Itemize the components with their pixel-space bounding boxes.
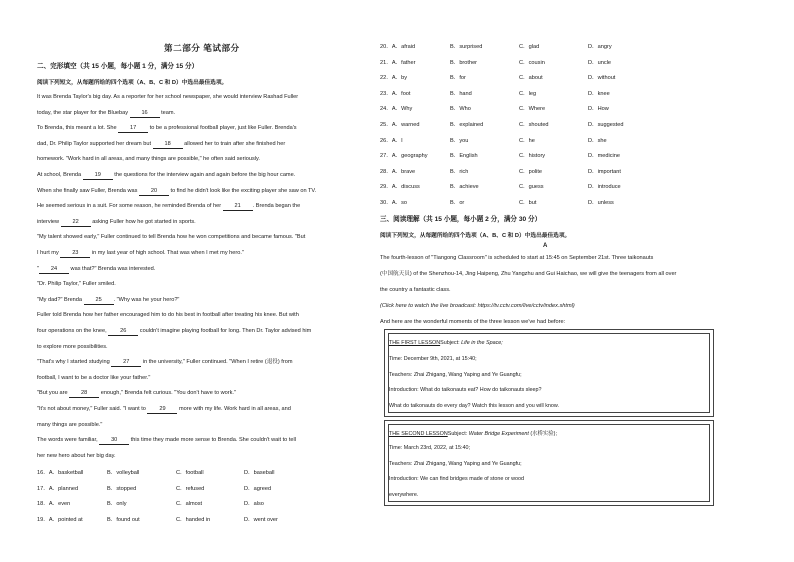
option-choice[interactable]: B．achieve xyxy=(450,184,479,191)
first-lesson-teachers: Teachers: Zhai Zhigang, Wang Yaping and Ye Guangfu; xyxy=(389,372,522,378)
option-choice[interactable]: 30．A．so xyxy=(380,200,408,206)
option-choice[interactable]: C．Where xyxy=(519,106,546,113)
blank-29: 29 xyxy=(147,406,177,414)
option-choice[interactable]: D．How xyxy=(588,106,609,113)
second-lesson-teachers: Teachers: Zhai Zhigang, Wang Yaping and Ye Guangfu; xyxy=(389,461,522,467)
blank-27: 27 xyxy=(111,359,141,367)
option-choice[interactable]: B．only xyxy=(107,501,127,508)
option-choice[interactable]: 22．A．by xyxy=(380,75,408,82)
broadcast-link[interactable]: (Click here to watch the live broadcast: https://tv.cctv.com/live/cctv/index.shtml) xyxy=(380,303,575,309)
blank-23: 23 xyxy=(60,250,90,258)
second-lesson-box: THE SECOND LESSONSubject: Water Bridge Experiment (水桥实验); Time: March 23rd, 2022, at 15:40; Teachers: Zhai Zhigang, Wang Yaping and Ye Guangfu; Introduction: We can find bridges made of stone or wood everywhere. xyxy=(384,420,714,506)
passage-line: football, I want to be a doctor like your father." xyxy=(37,374,151,381)
option-choice[interactable]: C．cousin xyxy=(519,59,545,66)
option-choice[interactable]: D．medicine xyxy=(588,153,621,160)
option-choice[interactable]: B．you xyxy=(450,137,469,144)
blank-28: 28 xyxy=(69,390,99,398)
blank-21: 21 xyxy=(223,203,253,211)
option-choice[interactable]: B．explained xyxy=(450,122,484,128)
option-row xyxy=(380,136,710,144)
option-choice[interactable]: C．history xyxy=(519,153,546,160)
option-choice[interactable]: C．polite xyxy=(519,168,543,175)
option-choice[interactable]: 27．A．geography xyxy=(380,153,428,160)
passage-line: When she finally saw Fuller, Brenda was 20 to find he didn't look like the exciting player she saw on TV. xyxy=(37,187,317,194)
part-title: 第二部分 笔试部分 xyxy=(164,43,240,53)
option-choice[interactable]: B．surprised xyxy=(450,44,483,50)
passage-line: " 24 was that?" Brenda was interested. xyxy=(37,265,156,272)
option-choice[interactable]: C．guess xyxy=(519,184,544,191)
option-choice[interactable]: B．volleyball xyxy=(107,470,140,476)
option-choice[interactable]: 21．A．father xyxy=(380,59,416,66)
option-choice[interactable]: B．brother xyxy=(450,59,478,66)
option-row xyxy=(380,89,710,97)
passage-line: The words were familiar, 30 this time they made more sense to Brenda. She couldn't wait to tell xyxy=(37,437,296,444)
option-choice[interactable]: 20．A．afraid xyxy=(380,44,416,50)
option-choice[interactable]: D．angry xyxy=(588,44,612,50)
option-row xyxy=(37,484,367,492)
blank-25: 25 xyxy=(84,297,114,305)
passage-line: homework. "Work hard in all areas, and many things are possible," he often said seriously. xyxy=(37,156,260,163)
option-row xyxy=(380,58,710,66)
option-choice[interactable]: D．without xyxy=(588,75,616,82)
option-choice[interactable]: C．shouted xyxy=(519,122,549,128)
option-row xyxy=(37,468,367,476)
option-choice[interactable]: C．leg xyxy=(519,90,537,97)
option-row xyxy=(37,515,367,523)
option-choice[interactable]: C．football xyxy=(176,470,204,476)
option-row xyxy=(380,182,710,190)
option-choice[interactable]: 23．A．foot xyxy=(380,90,411,97)
option-row xyxy=(37,499,367,507)
passage-line: "My dad?" Brenda 25 . "Why was he your hero?" xyxy=(37,296,180,303)
option-choice[interactable]: D．knee xyxy=(588,90,610,97)
passage-line: "But you are 28 enough," Brenda felt curious. "You don't have to work." xyxy=(37,390,236,397)
second-lesson-subject: Water Bridge Experiment xyxy=(468,431,529,437)
first-lesson-head: THE FIRST LESSON xyxy=(389,340,441,346)
passage-line: to explore more possibilities. xyxy=(37,343,108,350)
passage-line: At school, Brenda 19 the questions for the interview again and again before the big hour came. xyxy=(37,172,296,178)
blank-30: 30 xyxy=(99,437,129,445)
option-choice[interactable]: B．found out xyxy=(107,516,140,523)
option-choice[interactable]: D．she xyxy=(588,137,607,144)
option-choice[interactable]: B．English xyxy=(450,153,478,160)
passage-para1-line2: (中国航天员) of the Shenzhou-14, Jing Haipeng, Zhu Yangzhu and Gui Haichao, we will give the teenagers from all over xyxy=(380,271,677,277)
option-choice[interactable]: D．important xyxy=(588,168,621,175)
passage-para3: And here are the wonderful moments of the three lesson we've had before: xyxy=(380,319,566,325)
option-row xyxy=(380,120,710,128)
option-choice[interactable]: B．stopped xyxy=(107,485,137,492)
option-choice[interactable]: D．introduce xyxy=(588,184,621,191)
option-row xyxy=(380,151,710,159)
passage-line: He seemed serious in a suit. For some reason, he reminded Brenda of her 21 . Brenda began the xyxy=(37,203,301,210)
blank-24: 24 xyxy=(39,266,69,274)
option-choice[interactable]: C．about xyxy=(519,75,543,82)
option-choice[interactable]: C．but xyxy=(519,200,537,206)
option-choice[interactable]: 17．A．planned xyxy=(37,485,79,492)
passage-line: dad, Dr. Philip Taylor supported her dream but 18 allowed her to train after she finished her xyxy=(37,140,286,147)
option-choice[interactable]: D．suggested xyxy=(588,122,624,128)
option-choice[interactable]: 19．A．pointed at xyxy=(37,516,83,523)
passage-line: I hurt my 23 in my last year of high school. That was when I met my hero." xyxy=(37,250,244,256)
second-lesson-intro: Introduction: We can find bridges made of stone or wood xyxy=(389,476,525,482)
passage-line: four operations on the knee, 26 couldn't imagine playing football for long. Then Dr. Taylor advised him xyxy=(37,328,312,334)
option-choice[interactable]: D．went over xyxy=(244,516,278,523)
blank-26: 26 xyxy=(108,328,138,336)
passage-line: interview 22 asking Fuller how he got started in sports. xyxy=(37,218,196,225)
passage-line: Fuller told Brenda how her father encouraged him to do his best in football after treating his knee. But with xyxy=(37,312,299,319)
passage-label: A xyxy=(543,243,548,249)
passage-line: her new hero about her big day. xyxy=(37,452,116,459)
option-choice[interactable]: B．hand xyxy=(450,90,472,97)
passage-line: To Brenda, this meant a lot. She 17 to be a professional football player, just like Fuller. Brenda's xyxy=(37,125,297,132)
second-lesson-head: THE SECOND LESSON xyxy=(389,431,448,437)
passage-line: today, the star player for the Bluebay 16 team. xyxy=(37,109,176,116)
passage-para1-line3: the country a fantastic class. xyxy=(380,287,451,293)
option-choice[interactable]: 28．A．brave xyxy=(380,168,416,175)
first-lesson-subject: Life in the Space; xyxy=(461,340,503,346)
passage-line: "Dr. Philip Taylor," Fuller smiled. xyxy=(37,281,116,288)
option-choice[interactable]: D．also xyxy=(244,501,264,508)
first-lesson-time: Time: December 9th, 2021, at 15:40; xyxy=(389,356,477,362)
blank-20: 20 xyxy=(139,188,169,196)
cloze-instruction: 阅读下列短文，从每题所给的四个选项（A、B、C 和 D）中选出最佳选项。 xyxy=(37,80,228,86)
option-choice[interactable]: D．unless xyxy=(588,200,614,206)
option-choice[interactable]: D．baseball xyxy=(244,470,275,476)
option-choice[interactable]: 29．A．discuss xyxy=(380,184,420,191)
blank-22: 22 xyxy=(61,219,91,227)
blank-16: 16 xyxy=(130,110,160,118)
option-row xyxy=(380,104,710,112)
first-lesson-intro: Introduction: What do taikonauts eat? How do taikonauts sleep? xyxy=(389,387,542,393)
blank-18: 18 xyxy=(153,141,183,149)
passage-line: "That's why I started studying 27 in the university," Fuller continued. "When I retire (退役) from xyxy=(37,359,293,366)
option-choice[interactable]: 16．A．basketball xyxy=(37,470,84,476)
passage-line: "My talent showed early," Fuller continued to tell Brenda how he won competitions and became famous. "But xyxy=(37,234,306,241)
option-choice[interactable]: C．refused xyxy=(176,485,205,492)
option-choice[interactable]: D．agreed xyxy=(244,485,272,492)
blank-17: 17 xyxy=(118,125,148,133)
second-lesson-time: Time: March 23rd, 2022, at 15:40; xyxy=(389,445,471,451)
passage-line: many things are possible." xyxy=(37,421,103,428)
section-reading-heading: 三、阅读理解（共 15 小题，每小题 2 分，满分 30 分） xyxy=(380,216,542,223)
reading-instruction: 阅读下列短文，从每题所给的四个选项（A、B、C 和 D）中选出最佳选项。 xyxy=(380,233,571,239)
blank-19: 19 xyxy=(83,172,113,180)
option-choice[interactable]: C．glad xyxy=(519,44,540,50)
option-choice[interactable]: B．or xyxy=(450,200,465,206)
option-row xyxy=(380,198,710,206)
passage-line: It was Brenda Taylor's big day. As a reporter for her school newspaper, she would interview Rashad Fuller xyxy=(37,94,299,100)
option-choice[interactable]: C．handed in xyxy=(176,516,211,523)
option-choice[interactable]: 18．A．even xyxy=(37,501,71,508)
option-choice[interactable]: D．uncle xyxy=(588,59,612,66)
option-choice[interactable]: 26．A．I xyxy=(380,137,403,144)
option-choice[interactable]: C．almost xyxy=(176,501,203,508)
first-lesson-intro2: What do taikonauts do every day? Watch this lesson and you will know. xyxy=(389,403,559,409)
first-lesson-box: THE FIRST LESSONSubject: Life in the Space; Time: December 9th, 2021, at 15:40; Teachers: Zhai Zhigang, Wang Yaping and Ye Guangfu; Introduction: What do taikonauts eat? How do taikonauts sleep? What do taikonauts do every day? Watch this lesson and you will know. xyxy=(384,329,714,417)
option-choice[interactable]: 24．A．Why xyxy=(380,106,413,113)
option-row xyxy=(380,167,710,175)
section-cloze-heading: 二、完形填空（共 15 小题，每小题 1 分，满分 15 分） xyxy=(37,63,199,70)
option-row xyxy=(380,42,710,50)
option-choice[interactable]: B．rich xyxy=(450,168,469,175)
second-lesson-intro2: everywhere. xyxy=(389,492,419,498)
option-choice[interactable]: B．Who xyxy=(450,106,471,113)
option-choice[interactable]: C．he xyxy=(519,137,535,144)
passage-line: "It's not about money," Fuller said. "I want to 29 more with my life. Work hard in all areas, and xyxy=(37,406,291,412)
option-row xyxy=(380,73,710,81)
option-choice[interactable]: 25．A．warned xyxy=(380,122,420,128)
passage-para1-line1: The fourth-lesson of "Tiangong Classroom" is scheduled to start at 15:45 on September 21st. Three taikonauts xyxy=(380,255,654,261)
option-choice[interactable]: B．for xyxy=(450,75,466,82)
